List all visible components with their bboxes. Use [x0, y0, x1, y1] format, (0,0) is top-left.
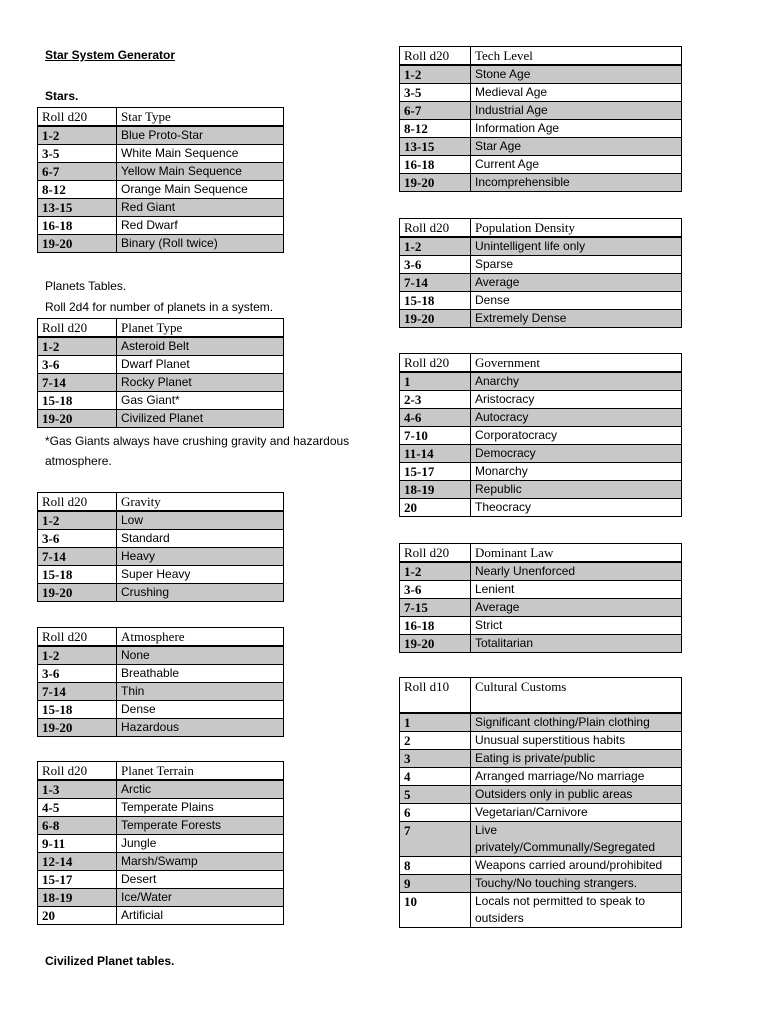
result-cell: Breathable: [117, 665, 284, 683]
roll-cell: 15-18: [400, 292, 471, 310]
roll-cell: 11-14: [400, 445, 471, 463]
header-result: Atmosphere: [117, 628, 284, 647]
header-roll: Roll d10: [400, 678, 471, 714]
table-row: [400, 768, 682, 786]
result-cell: Average: [471, 599, 682, 617]
result-cell: Jungle: [117, 835, 284, 853]
result-cell: Theocracy: [471, 499, 682, 517]
roll-cell: 4: [400, 768, 471, 786]
header-result: Planet Type: [117, 319, 284, 338]
roll-cell: 20: [400, 499, 471, 517]
table-row: [400, 138, 682, 156]
result-cell: Marsh/Swamp: [117, 853, 284, 871]
roll-cell: 16-18: [38, 217, 117, 235]
result-cell: Unintelligent life only: [471, 237, 682, 256]
header-result: Cultural Customs: [471, 678, 682, 714]
table-row: [38, 871, 284, 889]
table-header-row: [38, 762, 284, 781]
table-row: [400, 292, 682, 310]
roll-cell: 1-3: [38, 780, 117, 799]
roll-cell: 15-18: [38, 392, 117, 410]
page-title: Star System Generator: [45, 48, 176, 62]
table-row: [400, 391, 682, 409]
table-row: [38, 511, 284, 530]
header-roll: Roll d20: [38, 108, 117, 127]
result-cell: Sparse: [471, 256, 682, 274]
table-row: [38, 683, 284, 701]
roll-cell: 7-14: [38, 548, 117, 566]
table-row: [38, 907, 284, 925]
table-row: [400, 65, 682, 84]
roll-cell: 3: [400, 750, 471, 768]
result-cell: Extremely Dense: [471, 310, 682, 328]
roll-cell: 7-14: [38, 374, 117, 392]
table-row: [400, 786, 682, 804]
header-result: Star Type: [117, 108, 284, 127]
result-cell: Touchy/No touching strangers.: [471, 875, 682, 893]
gas-giant-note: *Gas Giants always have crushing gravity and hazardous atmosphere.: [45, 434, 350, 468]
table-row: [38, 889, 284, 907]
result-cell: Artificial: [117, 907, 284, 925]
roll-cell: 19-20: [400, 310, 471, 328]
roll-cell: 3-6: [38, 530, 117, 548]
roll-cell: 3-5: [400, 84, 471, 102]
table-row: [400, 713, 682, 732]
roll-cell: 5: [400, 786, 471, 804]
table-row: [38, 780, 284, 799]
roll-cell: 19-20: [38, 584, 117, 602]
result-cell: Desert: [117, 871, 284, 889]
result-cell: Yellow Main Sequence: [117, 163, 284, 181]
roll-cell: 1-2: [38, 511, 117, 530]
table-row: [38, 235, 284, 253]
header-roll: Roll d20: [38, 319, 117, 338]
stars-heading: Stars.: [45, 89, 79, 103]
result-cell: Stone Age: [471, 65, 682, 84]
result-cell: Strict: [471, 617, 682, 635]
roll-cell: 19-20: [38, 235, 117, 253]
roll-cell: 4-5: [38, 799, 117, 817]
gravity-table: [37, 492, 284, 602]
roll-cell: 6-7: [38, 163, 117, 181]
result-cell: Autocracy: [471, 409, 682, 427]
result-cell: Temperate Forests: [117, 817, 284, 835]
table-row: [400, 409, 682, 427]
result-cell: Unusual superstitious habits: [471, 732, 682, 750]
result-cell: Ice/Water: [117, 889, 284, 907]
result-cell: White Main Sequence: [117, 145, 284, 163]
result-cell: Dwarf Planet: [117, 356, 284, 374]
roll-cell: 13-15: [38, 199, 117, 217]
table-header-row: [38, 108, 284, 127]
header-result: Dominant Law: [471, 544, 682, 563]
result-cell: Super Heavy: [117, 566, 284, 584]
result-cell: Democracy: [471, 445, 682, 463]
result-cell: Locals not permitted to speak to outsiders: [471, 893, 682, 928]
result-cell: Star Age: [471, 138, 682, 156]
roll-cell: 3-6: [38, 356, 117, 374]
table-row: [400, 481, 682, 499]
table-row: [400, 274, 682, 292]
header-result: Tech Level: [471, 47, 682, 66]
roll-cell: 9: [400, 875, 471, 893]
table-row: [400, 804, 682, 822]
result-cell: Blue Proto-Star: [117, 126, 284, 145]
table-row: [400, 857, 682, 875]
table-header-row: [400, 47, 682, 66]
result-cell: Red Giant: [117, 199, 284, 217]
tech-level-table: [399, 46, 682, 192]
result-cell: Standard: [117, 530, 284, 548]
result-cell: Thin: [117, 683, 284, 701]
roll-cell: 3-6: [400, 256, 471, 274]
result-cell: Low: [117, 511, 284, 530]
roll-cell: 16-18: [400, 156, 471, 174]
table-row: [400, 174, 682, 192]
table-row: [400, 875, 682, 893]
table-row: [38, 163, 284, 181]
result-cell: Nearly Unenforced: [471, 562, 682, 581]
table-row: [400, 102, 682, 120]
table-row: [38, 817, 284, 835]
result-cell: Medieval Age: [471, 84, 682, 102]
table-row: [38, 646, 284, 665]
roll-cell: 8: [400, 857, 471, 875]
table-row: [38, 181, 284, 199]
result-cell: Vegetarian/Carnivore: [471, 804, 682, 822]
header-roll: Roll d20: [400, 47, 471, 66]
roll-cell: 7: [400, 822, 471, 857]
roll-cell: 7-14: [38, 683, 117, 701]
roll-cell: 19-20: [38, 410, 117, 428]
table-row: [400, 463, 682, 481]
civilized-heading: Civilized Planet tables.: [45, 954, 175, 968]
table-row: [38, 584, 284, 602]
table-row: [38, 719, 284, 737]
table-row: [400, 581, 682, 599]
table-row: [400, 427, 682, 445]
roll-cell: 13-15: [400, 138, 471, 156]
result-cell: Aristocracy: [471, 391, 682, 409]
planet-terrain-table: [37, 761, 284, 925]
result-cell: Live privately/Communally/Segregated: [471, 822, 682, 857]
result-cell: Current Age: [471, 156, 682, 174]
roll-cell: 2: [400, 732, 471, 750]
table-row: [400, 372, 682, 391]
table-row: [400, 599, 682, 617]
table-row: [400, 445, 682, 463]
table-row: [400, 893, 682, 928]
roll-cell: 6: [400, 804, 471, 822]
result-cell: Corporatocracy: [471, 427, 682, 445]
table-row: [38, 566, 284, 584]
table-header-row: [400, 354, 682, 373]
result-cell: Significant clothing/Plain clothing: [471, 713, 682, 732]
roll-cell: 1-2: [38, 126, 117, 145]
table-row: [38, 548, 284, 566]
roll-cell: 16-18: [400, 617, 471, 635]
result-cell: Totalitarian: [471, 635, 682, 653]
result-cell: Asteroid Belt: [117, 337, 284, 356]
table-row: [400, 562, 682, 581]
roll-cell: 15-17: [38, 871, 117, 889]
table-row: [400, 499, 682, 517]
result-cell: Weapons carried around/prohibited: [471, 857, 682, 875]
roll-cell: 3-5: [38, 145, 117, 163]
table-row: [38, 126, 284, 145]
header-roll: Roll d20: [38, 628, 117, 647]
table-row: [400, 732, 682, 750]
table-row: [38, 799, 284, 817]
table-header-row: [400, 544, 682, 563]
header-result: Population Density: [471, 219, 682, 238]
result-cell: None: [117, 646, 284, 665]
planets-heading: Planets Tables.: [45, 279, 127, 293]
roll-cell: 9-11: [38, 835, 117, 853]
table-row: [38, 701, 284, 719]
roll-cell: 12-14: [38, 853, 117, 871]
table-row: [400, 310, 682, 328]
government-table: [399, 353, 682, 517]
header-result: Planet Terrain: [117, 762, 284, 781]
roll-cell: 15-18: [38, 566, 117, 584]
roll-cell: 15-18: [38, 701, 117, 719]
result-cell: Industrial Age: [471, 102, 682, 120]
table-row: [38, 374, 284, 392]
cultural-customs-table: [399, 677, 682, 928]
table-row: [400, 120, 682, 138]
header-roll: Roll d20: [400, 219, 471, 238]
table-row: [400, 84, 682, 102]
roll-cell: 1-2: [38, 337, 117, 356]
table-row: [38, 410, 284, 428]
result-cell: Average: [471, 274, 682, 292]
table-row: [38, 145, 284, 163]
roll-cell: 1: [400, 372, 471, 391]
result-cell: Arctic: [117, 780, 284, 799]
table-row: [400, 617, 682, 635]
result-cell: Gas Giant*: [117, 392, 284, 410]
roll-cell: 3-6: [400, 581, 471, 599]
roll-cell: 18-19: [38, 889, 117, 907]
result-cell: Dense: [117, 701, 284, 719]
roll-cell: 6-8: [38, 817, 117, 835]
roll-cell: 1-2: [400, 65, 471, 84]
result-cell: Temperate Plains: [117, 799, 284, 817]
table-header-row: [400, 219, 682, 238]
result-cell: Monarchy: [471, 463, 682, 481]
roll-cell: 6-7: [400, 102, 471, 120]
table-header-row: [38, 319, 284, 338]
result-cell: Orange Main Sequence: [117, 181, 284, 199]
table-row: [400, 237, 682, 256]
table-row: [38, 356, 284, 374]
result-cell: Hazardous: [117, 719, 284, 737]
table-header-row: [400, 678, 682, 714]
roll-cell: 15-17: [400, 463, 471, 481]
table-row: [38, 199, 284, 217]
result-cell: Anarchy: [471, 372, 682, 391]
table-row: [38, 217, 284, 235]
result-cell: Binary (Roll twice): [117, 235, 284, 253]
table-header-row: [38, 493, 284, 512]
dominant-law-table: [399, 543, 682, 653]
table-row: [400, 822, 682, 857]
result-cell: Civilized Planet: [117, 410, 284, 428]
result-cell: Heavy: [117, 548, 284, 566]
star-type-table: [37, 107, 284, 253]
planet-type-table: [37, 318, 284, 428]
result-cell: Eating is private/public: [471, 750, 682, 768]
table-row: [400, 635, 682, 653]
roll-cell: 1: [400, 713, 471, 732]
roll-cell: 19-20: [38, 719, 117, 737]
roll-cell: 18-19: [400, 481, 471, 499]
header-roll: Roll d20: [400, 544, 471, 563]
table-header-row: [38, 628, 284, 647]
roll-cell: 7-14: [400, 274, 471, 292]
roll-cell: 19-20: [400, 174, 471, 192]
result-cell: Rocky Planet: [117, 374, 284, 392]
table-row: [400, 256, 682, 274]
result-cell: Information Age: [471, 120, 682, 138]
table-row: [38, 530, 284, 548]
roll-cell: 8-12: [400, 120, 471, 138]
header-roll: Roll d20: [400, 354, 471, 373]
result-cell: Arranged marriage/No marriage: [471, 768, 682, 786]
header-result: Gravity: [117, 493, 284, 512]
result-cell: Dense: [471, 292, 682, 310]
header-roll: Roll d20: [38, 493, 117, 512]
roll-cell: 8-12: [38, 181, 117, 199]
roll-cell: 4-6: [400, 409, 471, 427]
result-cell: Red Dwarf: [117, 217, 284, 235]
table-row: [38, 392, 284, 410]
roll-cell: 7-10: [400, 427, 471, 445]
roll-cell: 1-2: [400, 237, 471, 256]
table-row: [38, 337, 284, 356]
result-cell: Incomprehensible: [471, 174, 682, 192]
roll-cell: 3-6: [38, 665, 117, 683]
result-cell: Lenient: [471, 581, 682, 599]
roll-cell: 10: [400, 893, 471, 928]
header-roll: Roll d20: [38, 762, 117, 781]
roll-cell: 7-15: [400, 599, 471, 617]
table-row: [400, 750, 682, 768]
header-result: Government: [471, 354, 682, 373]
result-cell: Outsiders only in public areas: [471, 786, 682, 804]
result-cell: Republic: [471, 481, 682, 499]
roll-cell: 1-2: [400, 562, 471, 581]
roll-cell: 2-3: [400, 391, 471, 409]
table-row: [38, 665, 284, 683]
result-cell: Crushing: [117, 584, 284, 602]
table-row: [38, 853, 284, 871]
table-row: [400, 156, 682, 174]
roll-cell: 20: [38, 907, 117, 925]
planets-subheading: Roll 2d4 for number of planets in a system.: [45, 300, 274, 314]
roll-cell: 19-20: [400, 635, 471, 653]
roll-cell: 1-2: [38, 646, 117, 665]
atmosphere-table: [37, 627, 284, 737]
population-density-table: [399, 218, 682, 328]
table-row: [38, 835, 284, 853]
